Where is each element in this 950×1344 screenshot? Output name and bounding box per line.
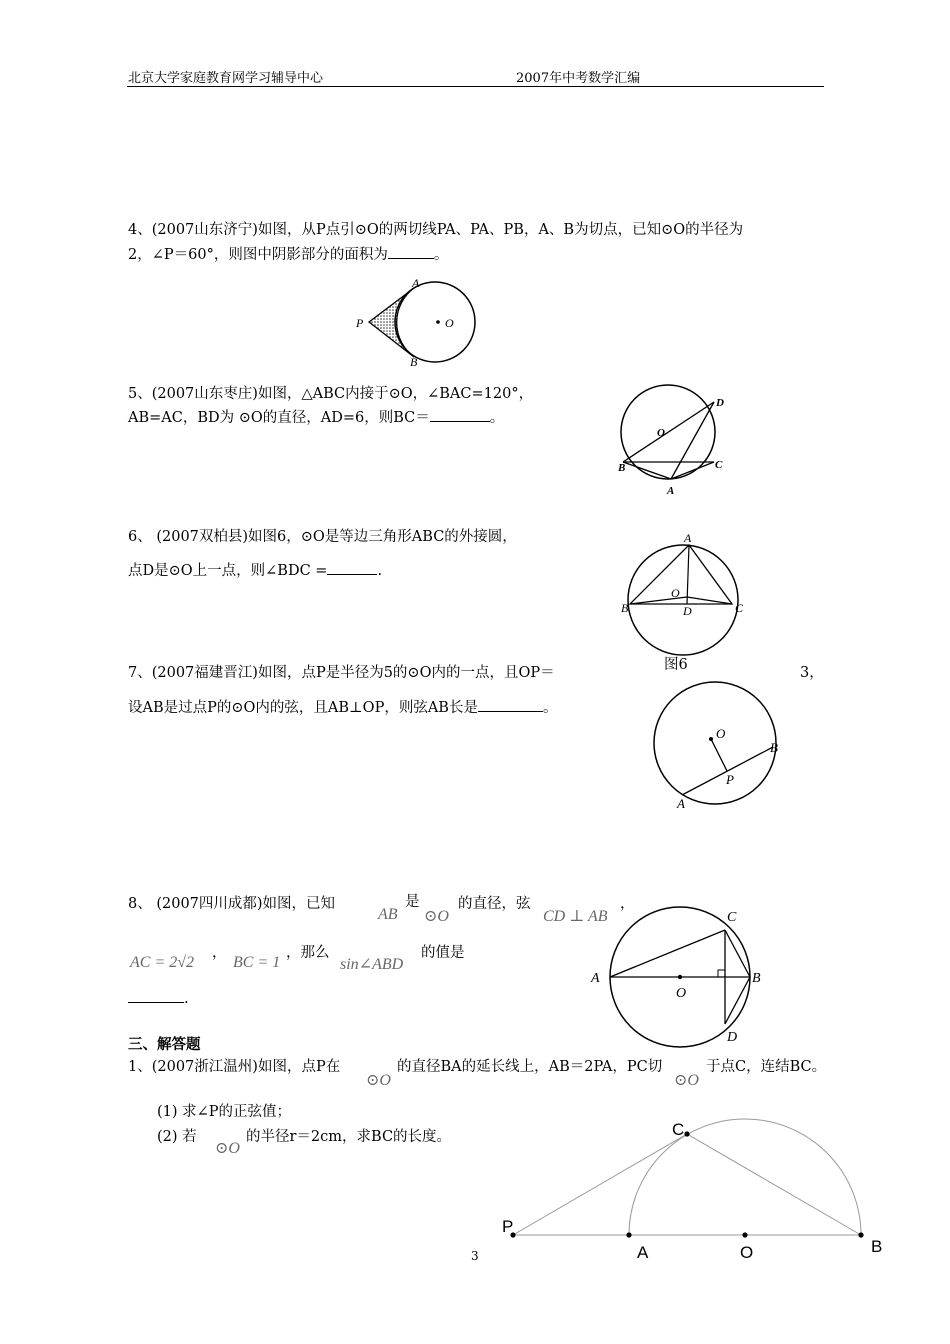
s3-q1-math-circle3: ⊙O [215, 1140, 240, 1157]
s3-q1-sub2-a: (2) 若 [157, 1129, 197, 1145]
q4-line1: 4、(2007山东济宁)如图，从P点引⊙O的两切线PA、PA、PB，A、B为切点，已知⊙O的半径为 [128, 222, 744, 238]
s3-label-A: A [637, 1243, 649, 1262]
q4-shaded-region [369, 288, 414, 357]
q8-label-A: A [591, 971, 600, 986]
q5-label-A: A [667, 485, 675, 497]
q6-circle [628, 545, 738, 655]
q7-figure [640, 680, 790, 815]
q5-label-B: B [618, 462, 626, 474]
s3-q1-figure [495, 1110, 895, 1270]
s3-q1-math-circle2: ⊙O [674, 1072, 699, 1089]
s3-label-O: O [740, 1243, 754, 1262]
q7-line1: 7、(2007福建晋江)如图，点P是半径为5的⊙O内的一点，且OP＝ [128, 665, 555, 681]
q8-math-bc: BC = 1 [233, 954, 281, 971]
q6-label-D: D [683, 604, 692, 618]
q4-center-dot [436, 320, 440, 324]
q8-comma: ， [620, 896, 635, 912]
q8-math-ac: AC = 2√2 [130, 954, 195, 971]
s3-q1-sub2-b: 的半径r＝2cm，求BC的长度。 [246, 1129, 452, 1145]
q6-label-A: A [684, 531, 692, 545]
q6-figure [615, 528, 755, 656]
q7-answer-blank [478, 698, 543, 712]
q6-line1: 6、 (2007双柏县)如图6，⊙O是等边三角形ABC的外接圆， [128, 529, 517, 545]
q5-answer-blank [430, 408, 490, 422]
s3-q1-part-c: 于点C，连结BC。 [706, 1059, 827, 1075]
header-left: 北京大学家庭教育网学习辅导中心 [128, 71, 324, 86]
q6-label-B: B [621, 601, 629, 615]
q8-math-circle: ⊙O [424, 908, 449, 925]
q8-label-O: O [676, 986, 687, 1001]
q8-is: 是 [405, 894, 420, 910]
q4-label-P: P [356, 316, 364, 330]
q6-caption: 图6 [664, 657, 688, 673]
s3-q1-sub1: (1) 求∠P的正弦值； [157, 1104, 292, 1120]
q7-label-B: B [770, 740, 778, 755]
q6-line2: 点D是⊙O上一点，则∠BDC = . [128, 563, 383, 579]
q8-comma2: ， [212, 945, 227, 961]
q7-label-P: P [726, 772, 734, 787]
q6-label-O: O [671, 586, 680, 600]
q8-figure [585, 900, 770, 1050]
q5-label-D: D [716, 397, 724, 409]
q5-label-O: O [657, 427, 665, 439]
page-number: 3 [471, 1249, 479, 1263]
q8-math-ab: AB [378, 906, 398, 923]
s3-label-P: P [502, 1217, 514, 1236]
s3-q1-part-b: 的直径BA的延长线上，AB＝2PA，PC切 [397, 1059, 663, 1075]
header-rule [127, 86, 824, 87]
q7-label-O: O [716, 726, 726, 741]
q7-line1-tail: 3， [800, 665, 824, 681]
q8-math-cd: CD ⊥ AB [543, 908, 608, 925]
q8-tail: 的值是 [421, 945, 465, 961]
q8-line1-prefix: 8、 (2007四川成都)如图，已知 [128, 896, 336, 912]
q5-line1: 5、(2007山东枣庄)如图，△ABC内接于⊙O，∠BAC=120°， [128, 386, 534, 402]
s3-q1-part-a: 1、(2007浙江温州)如图，点P在 [128, 1059, 341, 1075]
q4-circle [395, 282, 475, 362]
q8-then: ，那么 [286, 945, 330, 961]
section3-title: 三、解答题 [128, 1036, 201, 1053]
q8-label-B: B [752, 971, 761, 986]
q4-answer-blank [388, 245, 434, 259]
q5-figure [606, 380, 736, 500]
q7-circle [654, 682, 776, 804]
q8-math-sin: sin∠ABD [340, 956, 404, 973]
header-right: 2007年中考数学汇编 [516, 71, 641, 86]
q7-label-A: A [677, 796, 685, 811]
q5-line2: AB=AC，BD为 ⊙O的直径，AD=6，则BC＝ 。 [128, 410, 505, 426]
s3-q1-math-circle1: ⊙O [366, 1072, 391, 1089]
q4-label-A: A [412, 276, 420, 290]
q4-line2: 2，∠P＝60°，则图中阴影部分的面积为 。 [128, 247, 449, 263]
q8-answer-blank [128, 989, 184, 1003]
q6-answer-blank [327, 561, 377, 575]
s3-label-C: C [672, 1120, 685, 1139]
s3-label-B: B [871, 1237, 883, 1256]
q4-figure [350, 276, 485, 368]
q6-label-C: C [735, 601, 744, 615]
q4-label-O: O [445, 316, 454, 330]
q7-line2: 设AB是过点P的⊙O内的弦，且AB⊥OP，则弦AB长是 。 [128, 700, 558, 716]
q4-label-B: B [410, 355, 418, 368]
q8-label-C: C [727, 910, 737, 925]
q8-line3: . [128, 989, 189, 1008]
s3-semicircle [629, 1119, 861, 1235]
q5-label-C: C [715, 459, 723, 471]
q8-label-D: D [727, 1030, 738, 1045]
q8-mid: 的直径，弦 [458, 896, 531, 912]
